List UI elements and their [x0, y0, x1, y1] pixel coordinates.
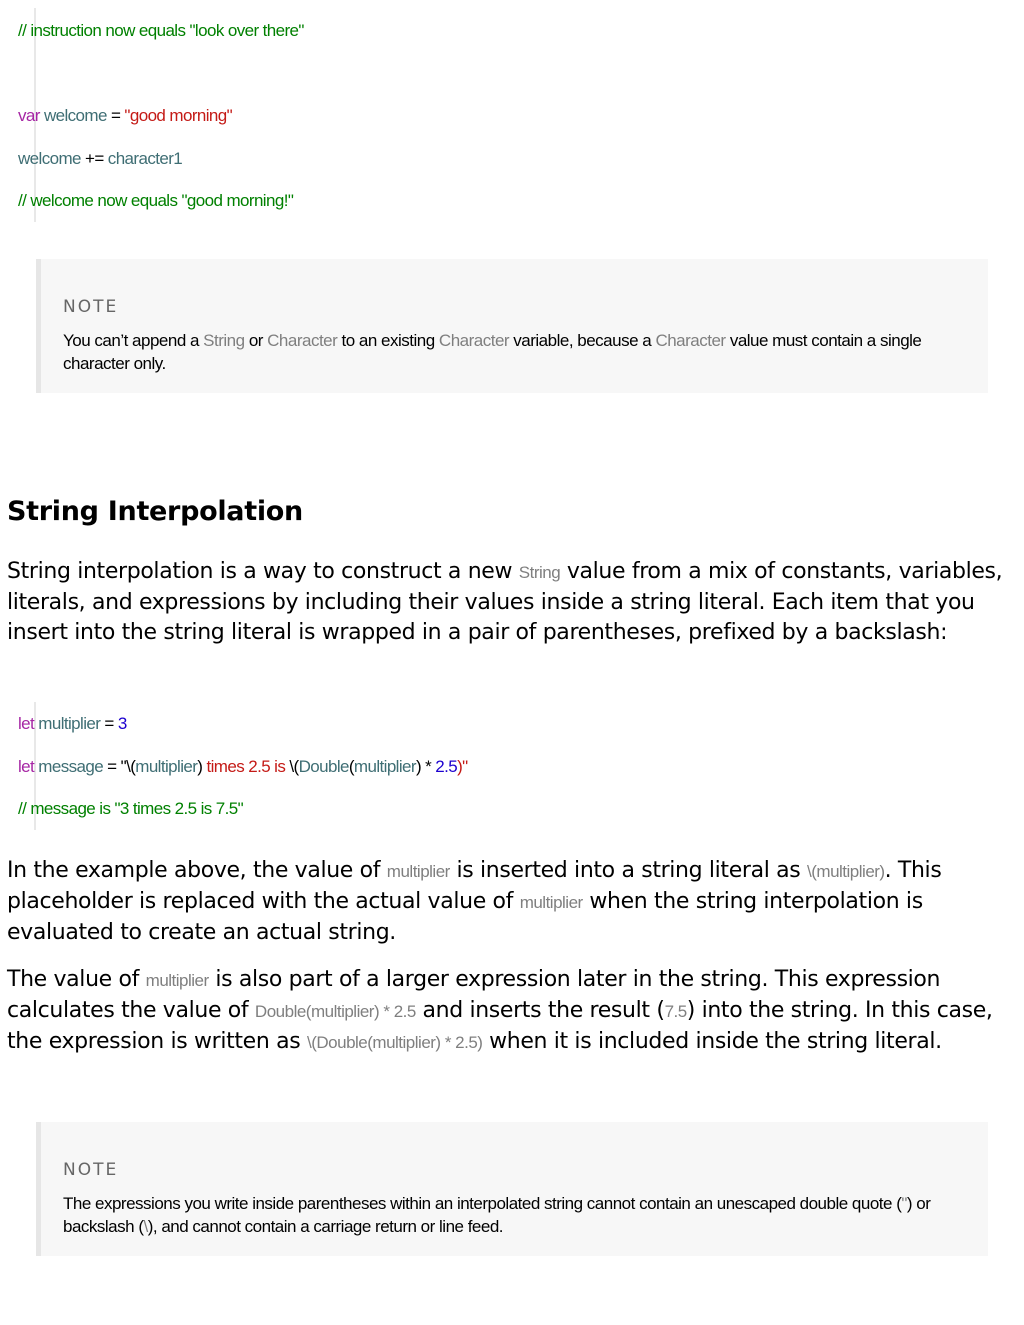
- code-keyword: let: [18, 757, 35, 776]
- note-box-2: [36, 1122, 988, 1256]
- note-text-run: variable, because a: [509, 331, 656, 350]
- code-punct: ): [197, 757, 203, 776]
- inline-code: 7.5: [664, 1002, 687, 1021]
- code-keyword: var: [18, 106, 40, 125]
- note-text: [63, 1192, 968, 1238]
- code-punct: ) *: [415, 757, 436, 776]
- code-keyword: let: [18, 714, 35, 733]
- code-line: [18, 105, 232, 127]
- code-operator: =: [103, 757, 121, 776]
- paragraph-2: [7, 856, 1017, 948]
- code-identifier: multiplier: [38, 714, 101, 733]
- code-identifier: multiplier: [135, 757, 198, 776]
- note-text: [63, 329, 968, 375]
- paragraph-run: String interpolation is a way to construct a new: [7, 559, 519, 584]
- inline-code: \: [143, 1217, 148, 1236]
- code-operator: =: [100, 714, 118, 733]
- code-string: "good morning": [124, 106, 233, 125]
- code-line: [18, 20, 304, 42]
- code-punct: \(: [289, 757, 299, 776]
- code-string: )": [457, 757, 468, 776]
- paragraph-run: is also part of a larger expression later in the string. This expression calculates the value of: [7, 967, 941, 1023]
- paragraph-run: value from a mix of constants, variables, literals, and expressions by including their values inside a string literal. Each item that you insert into the string literal is wrapped in a pair of parentheses, prefixed by a backslash:: [7, 559, 1003, 645]
- code-line: [18, 190, 293, 212]
- note-text-run: or: [244, 331, 268, 350]
- code-identifier: welcome: [18, 149, 81, 168]
- code-operator: +=: [80, 149, 108, 168]
- inline-code: String: [203, 331, 245, 350]
- note-label: NOTE: [63, 1160, 119, 1180]
- paragraph-run: when the string interpolation is evaluated to create an actual string.: [7, 889, 923, 945]
- inline-code: multiplier: [145, 971, 209, 990]
- paragraph-1: [7, 557, 1017, 648]
- note-text-run: You can’t append a: [63, 331, 204, 350]
- paragraph-run: and inserts the result (: [415, 998, 665, 1023]
- note-text-run: ) or backslash (: [63, 1194, 931, 1236]
- code-string: times 2.5 is: [202, 757, 290, 776]
- code-punct: "\(: [120, 757, 136, 776]
- code-line: [18, 756, 468, 778]
- code-number: 3: [117, 714, 127, 733]
- inline-code: \(multiplier): [807, 862, 885, 881]
- note-text-run: to an existing: [337, 331, 439, 350]
- code-identifier: Double: [298, 757, 349, 776]
- note-text-run: The expressions you write inside parentheses within an interpolated string cannot contain an unescaped double quote (: [63, 1194, 902, 1213]
- inline-code: String: [518, 563, 561, 582]
- code-identifier: message: [38, 757, 104, 776]
- paragraph-run: In the example above, the value of: [7, 858, 387, 883]
- inline-code: multiplier: [386, 862, 450, 881]
- code-line: [18, 148, 182, 170]
- inline-code: \(Double(multiplier) * 2.5): [307, 1033, 483, 1052]
- code-identifier: character1: [107, 149, 183, 168]
- section-heading: String Interpolation: [7, 496, 303, 527]
- paragraph-run: ) into the string. In this case, the expression is written as: [7, 998, 993, 1054]
- code-punct: (: [348, 757, 354, 776]
- code-operator: =: [106, 106, 125, 125]
- inline-code: ": [901, 1194, 907, 1213]
- paragraph-run: is inserted into a string literal as: [449, 858, 808, 883]
- paragraph-run: when it is included inside the string literal.: [482, 1029, 942, 1054]
- note-text-run: value must contain a single character only.: [63, 331, 922, 373]
- inline-code: Character: [267, 331, 338, 350]
- inline-code: Double(multiplier) * 2.5: [254, 1002, 416, 1021]
- note-text-run: ), and cannot contain a carriage return or line feed.: [147, 1217, 504, 1236]
- paragraph-run: The value of: [7, 967, 146, 992]
- code-line: [18, 798, 243, 820]
- paragraph-3: [7, 965, 1017, 1058]
- code-comment: // instruction now equals "look over there": [18, 21, 304, 40]
- inline-code: Character: [438, 331, 510, 350]
- code-line: [18, 713, 127, 735]
- note-label: NOTE: [63, 297, 119, 317]
- code-number: 2.5: [435, 757, 458, 776]
- note-box-1: [36, 259, 988, 393]
- code-comment: // welcome now equals "good morning!": [18, 191, 294, 210]
- code-identifier: multiplier: [353, 757, 416, 776]
- paragraph-run: . This placeholder is replaced with the actual value of: [7, 858, 942, 914]
- code-identifier: welcome: [43, 106, 107, 125]
- inline-code: Character: [655, 331, 726, 350]
- code-comment: // message is "3 times 2.5 is 7.5": [18, 799, 244, 818]
- inline-code: multiplier: [519, 893, 583, 912]
